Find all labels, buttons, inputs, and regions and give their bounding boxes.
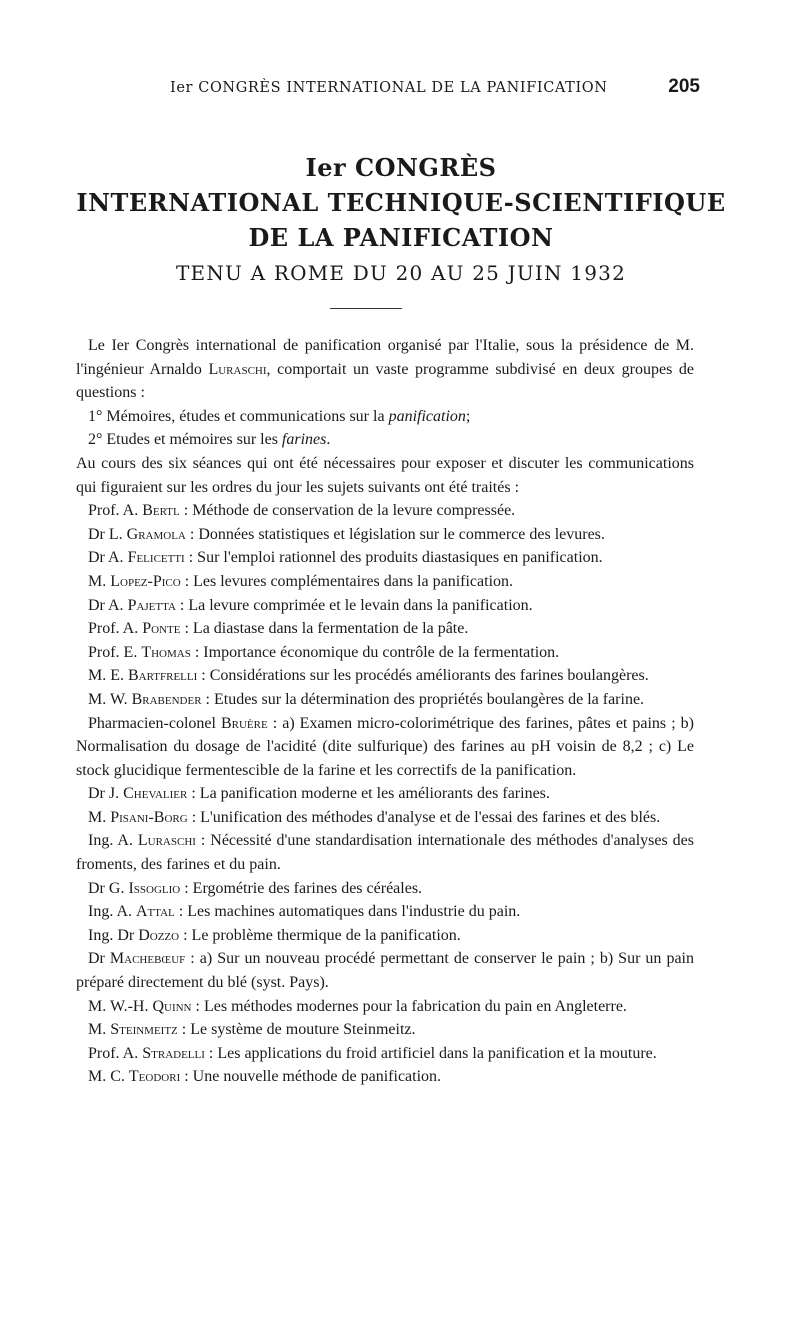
communication-title: : Ergométrie des farines des céréales. xyxy=(180,879,423,897)
communication-entry xyxy=(76,995,694,1019)
author-name: Thomas xyxy=(141,643,191,661)
communication-entry xyxy=(76,641,694,665)
article-title xyxy=(40,150,762,289)
author-title: Prof. E. xyxy=(88,643,142,661)
author-title: Dr L. xyxy=(88,525,127,543)
sessions-paragraph: Au cours des six séances qui ont été nécessaires pour exposer et discuter les communications qui figuraient sur les ordres du jour les sujets suivants ont été traités : xyxy=(76,454,694,496)
author-title: Dr J. xyxy=(88,785,124,803)
item-punct: . xyxy=(326,431,331,449)
author-name: Stradelli xyxy=(142,1044,205,1062)
intro-text-end: , comportait un vaste programme subdivisé en deux groupes de questions : xyxy=(76,360,695,402)
communication-entry xyxy=(76,782,694,806)
author-title: Dr xyxy=(88,950,110,968)
title-line-4: TENU A ROME DU 20 AU 25 JUIN 1932 xyxy=(176,261,626,285)
author-name: Luraschi xyxy=(137,832,196,850)
communication-title: : La levure comprimée et le levain dans la panification. xyxy=(175,596,533,614)
communication-entry xyxy=(76,806,694,830)
running-title: Ier CONGRÈS INTERNATIONAL DE LA PANIFICATION xyxy=(170,80,608,96)
communication-title: : Importance économique du contrôle de la fermentation. xyxy=(190,643,560,661)
communication-entry xyxy=(76,570,694,594)
communication-entry xyxy=(76,877,694,901)
communication-title: : Les levures complémentaires dans la panification. xyxy=(180,572,514,590)
communication-title: : Les machines automatiques dans l'industrie du pain. xyxy=(174,903,521,921)
communication-title: : a) Sur un nouveau procédé permettant de conserver le pain ; b) Sur un pain préparé directement du blé (syst. Pays). xyxy=(76,950,695,992)
communication-title: : La panification moderne et les améliorants des farines. xyxy=(187,785,550,803)
communication-entry xyxy=(76,688,694,712)
author-title: M. C. xyxy=(88,1068,129,1086)
communication-entry xyxy=(76,1065,694,1089)
author-title: Dr G. xyxy=(88,879,129,897)
author-name: Pajetta xyxy=(127,596,176,614)
author-name: Bruère xyxy=(220,714,268,732)
author-title: Prof. A. xyxy=(88,620,143,638)
author-name: Pisani-Borg xyxy=(110,808,188,826)
communication-title: : a) Examen micro-colorimétrique des farines, pâtes et pains ; b) Normalisation du dosage de l'acidité (dite sulfurique) des farines au pH voisin de 8,2 ; c) Le stock glucidique fermentescible de la farine et les correctifs de la panification. xyxy=(76,714,694,779)
communication-title: : Etudes sur la détermination des propriétés boulangères de la farine. xyxy=(201,690,645,708)
item-emphasis: panification xyxy=(388,407,466,425)
communication-entry xyxy=(76,829,694,876)
intro-text: Le Ier Congrès international de panification organisé par l'Italie, sous la présidence de M. l'ingénieur Arnaldo xyxy=(76,337,694,378)
communication-title: : Les méthodes modernes pour la fabrication du pain en Angleterre. xyxy=(191,997,627,1015)
author-title: M. W. xyxy=(88,690,132,708)
communication-entry xyxy=(76,546,694,570)
communications-list xyxy=(76,499,694,1089)
title-line-1: Ier CONGRÈS xyxy=(305,153,497,182)
communication-title: : Le problème thermique de la panification. xyxy=(179,926,461,944)
author-name: Issoglio xyxy=(128,879,181,897)
author-title: M. xyxy=(88,1021,111,1039)
person-name: Luraschi xyxy=(208,360,267,378)
communication-entry xyxy=(76,664,694,688)
author-name: Steinmeitz xyxy=(110,1021,178,1039)
author-name: Bertl xyxy=(142,502,180,520)
author-name: Brabender xyxy=(131,690,202,708)
communication-entry xyxy=(76,617,694,641)
article-body xyxy=(76,334,694,1089)
communication-entry xyxy=(76,523,694,547)
program-item-2 xyxy=(76,428,694,452)
program-item-1 xyxy=(76,405,694,429)
author-title: M. E. xyxy=(88,667,128,685)
title-divider xyxy=(330,308,402,309)
title-line-3: DE LA PANIFICATION xyxy=(248,223,554,252)
author-name: Chevalier xyxy=(123,785,188,803)
author-title: Prof. A. xyxy=(88,1044,143,1062)
communication-entry xyxy=(76,499,694,523)
communication-title: : Le système de mouture Steinmeitz. xyxy=(177,1021,416,1039)
author-title: Ing. A. xyxy=(88,903,136,921)
communication-entry xyxy=(76,594,694,618)
title-line-2: INTERNATIONAL TECHNIQUE-SCIENTIFIQUE xyxy=(76,188,726,217)
author-title: Pharmacien-colonel xyxy=(88,714,221,732)
author-name: Machebœuf xyxy=(109,950,186,968)
communication-title: : La diastase dans la fermentation de la pâte. xyxy=(180,620,469,638)
author-name: Ponte xyxy=(142,620,181,638)
communication-title: : Données statistiques et législation sur le commerce des levures. xyxy=(185,525,605,543)
author-title: Ing. A. xyxy=(88,832,138,850)
intro-paragraph xyxy=(76,334,694,405)
author-name: Quinn xyxy=(152,997,192,1015)
author-name: Bartfrelli xyxy=(128,667,198,685)
communication-title: : L'unification des méthodes d'analyse et de l'essai des farines et des blés. xyxy=(187,808,661,826)
author-title: Prof. A. xyxy=(88,502,143,520)
item-text: 1° Mémoires, études et communications sur la xyxy=(88,407,389,425)
communication-entry xyxy=(76,1042,694,1066)
author-name: Teodori xyxy=(128,1068,181,1086)
communication-title: : Considérations sur les procédés améliorants des farines boulangères. xyxy=(197,667,649,685)
item-emphasis: farines xyxy=(281,431,327,449)
author-title: M. xyxy=(88,808,111,826)
author-name: Attal xyxy=(136,903,175,921)
item-text: 2° Etudes et mémoires sur les xyxy=(88,431,282,449)
author-name: Lopez-Pico xyxy=(110,572,181,590)
communication-entry xyxy=(76,712,694,783)
author-name: Gramola xyxy=(126,525,186,543)
communication-title: : Sur l'emploi rationnel des produits diastasiques en panification. xyxy=(184,549,603,567)
page-number: 205 xyxy=(668,76,700,97)
communication-title: : Nécessité d'une standardisation internationale des méthodes d'analyses des froments, des farines et du pain. xyxy=(76,832,694,874)
author-title: Dr A. xyxy=(88,549,128,567)
communication-title: : Une nouvelle méthode de panification. xyxy=(180,1068,442,1086)
communication-entry xyxy=(76,900,694,924)
author-name: Felicetti xyxy=(127,549,185,567)
author-title: M. W.-H. xyxy=(88,997,153,1015)
communication-title: : Les applications du froid artificiel dans la panification et la mouture. xyxy=(204,1044,657,1062)
communication-title: : Méthode de conservation de la levure compressée. xyxy=(179,502,516,520)
author-title: M. xyxy=(88,572,111,590)
author-name: Dozzo xyxy=(138,926,180,944)
author-title: Ing. Dr xyxy=(88,926,139,944)
running-header xyxy=(170,76,700,98)
communication-entry xyxy=(76,924,694,948)
communication-entry xyxy=(76,1018,694,1042)
author-title: Dr A. xyxy=(88,596,128,614)
communication-entry xyxy=(76,947,694,994)
item-punct: ; xyxy=(465,407,471,425)
